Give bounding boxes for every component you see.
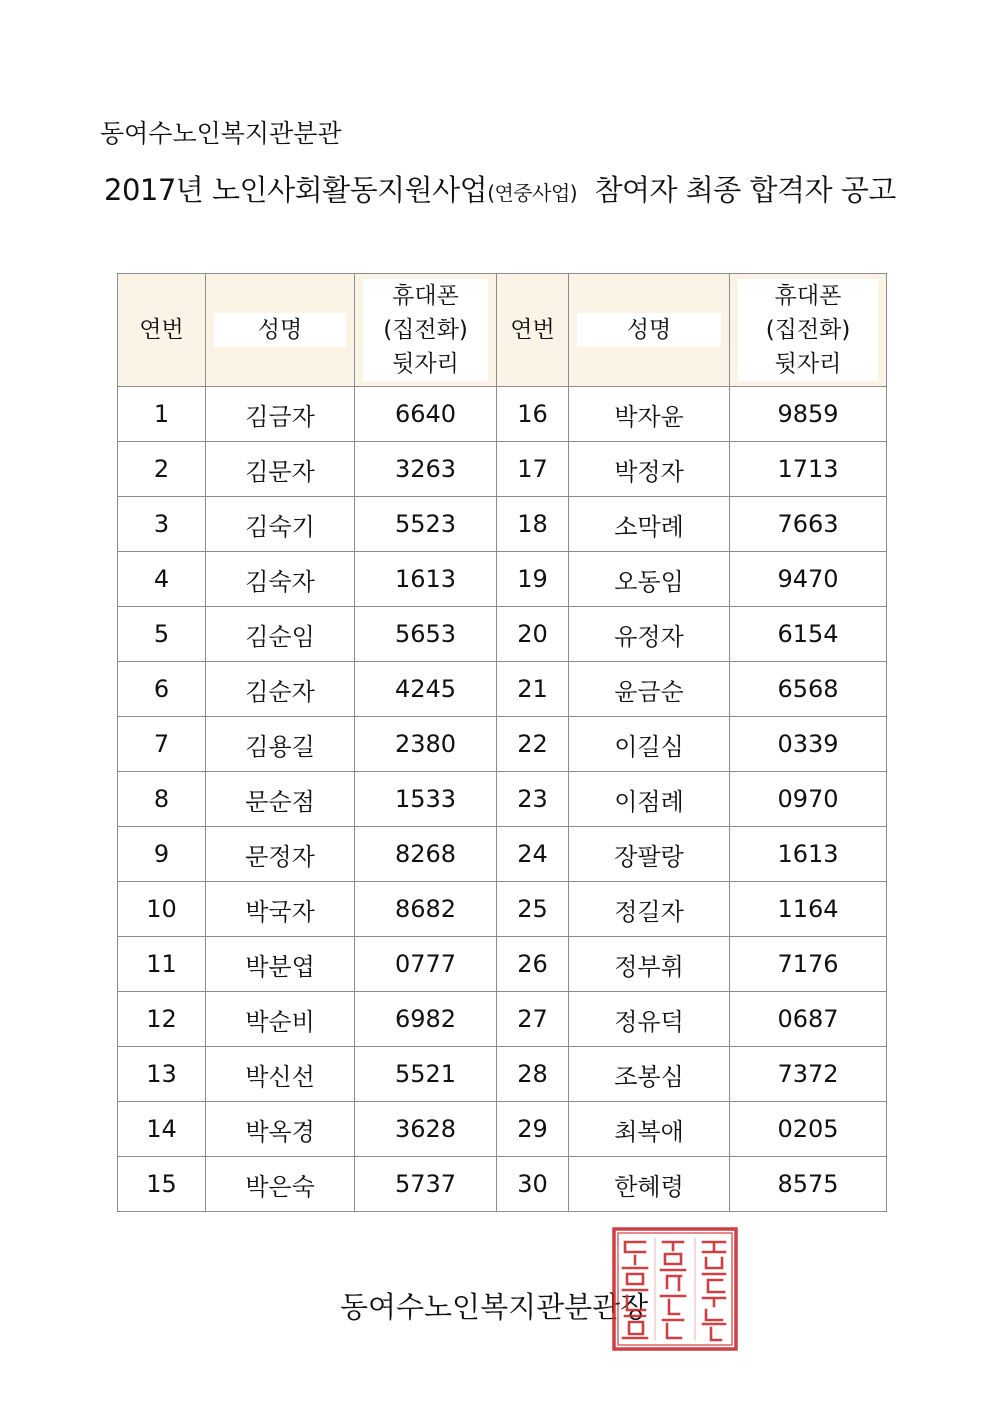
name-cell: 김순임 [206, 607, 355, 662]
header-phone-label [738, 279, 878, 381]
seq-cell: 11 [118, 937, 206, 992]
phone-cell: 7663 [730, 497, 887, 552]
organization-name: 동여수노인복지관분관 [100, 119, 342, 148]
seq-cell: 15 [118, 1157, 206, 1212]
header-seq-label: 연번 [139, 317, 184, 343]
phone-cell: 1613 [355, 552, 497, 607]
seq-cell: 2 [118, 442, 206, 497]
name-cell: 김순자 [206, 662, 355, 717]
seq-cell: 20 [497, 607, 569, 662]
phone-cell: 8268 [355, 827, 497, 882]
header-name-left [206, 274, 355, 387]
seq-cell: 21 [497, 662, 569, 717]
header-phone-line2: (집전화) [765, 317, 851, 343]
table-row [118, 1157, 887, 1212]
name-cell: 정부휘 [569, 937, 730, 992]
phone-cell: 7372 [730, 1047, 887, 1102]
phone-cell: 6982 [355, 992, 497, 1047]
table-row [118, 497, 887, 552]
table-row [118, 937, 887, 992]
phone-cell: 2380 [355, 717, 497, 772]
official-seal-icon [611, 1226, 739, 1352]
seq-cell: 7 [118, 717, 206, 772]
phone-cell: 5737 [355, 1157, 497, 1212]
name-cell: 이점례 [569, 772, 730, 827]
name-cell: 최복애 [569, 1102, 730, 1157]
phone-cell: 0687 [730, 992, 887, 1047]
name-cell: 유정자 [569, 607, 730, 662]
name-cell: 이길심 [569, 717, 730, 772]
name-cell: 박옥경 [206, 1102, 355, 1157]
name-cell: 윤금순 [569, 662, 730, 717]
phone-cell: 0970 [730, 772, 887, 827]
header-phone-line3: 뒷자리 [774, 351, 842, 377]
seq-cell: 28 [497, 1047, 569, 1102]
phone-cell: 8575 [730, 1157, 887, 1212]
name-cell: 정길자 [569, 882, 730, 937]
header-name-right [569, 274, 730, 387]
table-row [118, 662, 887, 717]
name-cell: 한혜령 [569, 1157, 730, 1212]
header-name-label: 성명 [577, 313, 721, 347]
phone-cell: 1713 [730, 442, 887, 497]
table-row [118, 1102, 887, 1157]
header-seq-label: 연번 [510, 317, 555, 343]
seq-cell: 3 [118, 497, 206, 552]
name-cell: 김용길 [206, 717, 355, 772]
header-phone-right [730, 274, 887, 387]
seq-cell: 23 [497, 772, 569, 827]
name-cell: 장팔랑 [569, 827, 730, 882]
table-row [118, 552, 887, 607]
header-phone-line2: (집전화) [383, 317, 468, 343]
title-small-part: (연중사업) [487, 181, 578, 205]
phone-cell: 8682 [355, 882, 497, 937]
name-cell: 박순비 [206, 992, 355, 1047]
seq-cell: 25 [497, 882, 569, 937]
seq-cell: 5 [118, 607, 206, 662]
header-seq-left [118, 274, 206, 387]
seq-cell: 12 [118, 992, 206, 1047]
seq-cell: 13 [118, 1047, 206, 1102]
table-row [118, 1047, 887, 1102]
name-cell: 조봉심 [569, 1047, 730, 1102]
name-cell: 김금자 [206, 387, 355, 442]
header-phone-line1: 휴대폰 [392, 283, 459, 309]
name-cell: 김숙기 [206, 497, 355, 552]
name-cell: 김숙자 [206, 552, 355, 607]
table-row [118, 607, 887, 662]
phone-cell: 6640 [355, 387, 497, 442]
header-phone-line3: 뒷자리 [392, 351, 459, 377]
table-row [118, 992, 887, 1047]
seq-cell: 22 [497, 717, 569, 772]
phone-cell: 9470 [730, 552, 887, 607]
phone-cell: 5653 [355, 607, 497, 662]
seq-cell: 1 [118, 387, 206, 442]
table-row [118, 772, 887, 827]
name-cell: 김문자 [206, 442, 355, 497]
name-cell: 박분엽 [206, 937, 355, 992]
name-cell: 문정자 [206, 827, 355, 882]
phone-cell: 4245 [355, 662, 497, 717]
phone-cell: 9859 [730, 387, 887, 442]
seq-cell: 8 [118, 772, 206, 827]
phone-cell: 5523 [355, 497, 497, 552]
title-main-part-a: 2017년 노인사회활동지원사업 [104, 173, 488, 207]
table-row [118, 717, 887, 772]
header-phone-left [355, 274, 497, 387]
seq-cell: 17 [497, 442, 569, 497]
title-main-part-b: 참여자 최종 합격자 공고 [577, 173, 896, 207]
table-header-row [118, 274, 887, 387]
name-cell: 오동임 [569, 552, 730, 607]
seq-cell: 19 [497, 552, 569, 607]
name-cell: 박정자 [569, 442, 730, 497]
seq-cell: 29 [497, 1102, 569, 1157]
seq-cell: 26 [497, 937, 569, 992]
seq-cell: 6 [118, 662, 206, 717]
header-name-label: 성명 [214, 313, 346, 347]
seq-cell: 16 [497, 387, 569, 442]
phone-cell: 1613 [730, 827, 887, 882]
seq-cell: 14 [118, 1102, 206, 1157]
phone-cell: 0777 [355, 937, 497, 992]
seq-cell: 30 [497, 1157, 569, 1212]
name-cell: 문순점 [206, 772, 355, 827]
seq-cell: 10 [118, 882, 206, 937]
seq-cell: 27 [497, 992, 569, 1047]
phone-cell: 1164 [730, 882, 887, 937]
phone-cell: 1533 [355, 772, 497, 827]
phone-cell: 3263 [355, 442, 497, 497]
seq-cell: 4 [118, 552, 206, 607]
phone-cell: 7176 [730, 937, 887, 992]
table-body [118, 387, 887, 1212]
seq-cell: 18 [497, 497, 569, 552]
phone-cell: 3628 [355, 1102, 497, 1157]
name-cell: 박국자 [206, 882, 355, 937]
name-cell: 소막례 [569, 497, 730, 552]
table-row [118, 387, 887, 442]
seq-cell: 9 [118, 827, 206, 882]
page-title [104, 168, 896, 209]
phone-cell: 6154 [730, 607, 887, 662]
phone-cell: 0205 [730, 1102, 887, 1157]
table-row [118, 442, 887, 497]
header-phone-line1: 휴대폰 [774, 283, 842, 309]
signer-name: 동여수노인복지관분관장 [340, 1290, 649, 1324]
table-row [118, 882, 887, 937]
table-row [118, 827, 887, 882]
phone-cell: 0339 [730, 717, 887, 772]
name-cell: 박신선 [206, 1047, 355, 1102]
header-phone-label [363, 279, 488, 381]
header-seq-right [497, 274, 569, 387]
name-cell: 정유덕 [569, 992, 730, 1047]
name-cell: 박은숙 [206, 1157, 355, 1212]
seq-cell: 24 [497, 827, 569, 882]
phone-cell: 5521 [355, 1047, 497, 1102]
phone-cell: 6568 [730, 662, 887, 717]
name-cell: 박자윤 [569, 387, 730, 442]
participant-table [117, 273, 887, 1212]
